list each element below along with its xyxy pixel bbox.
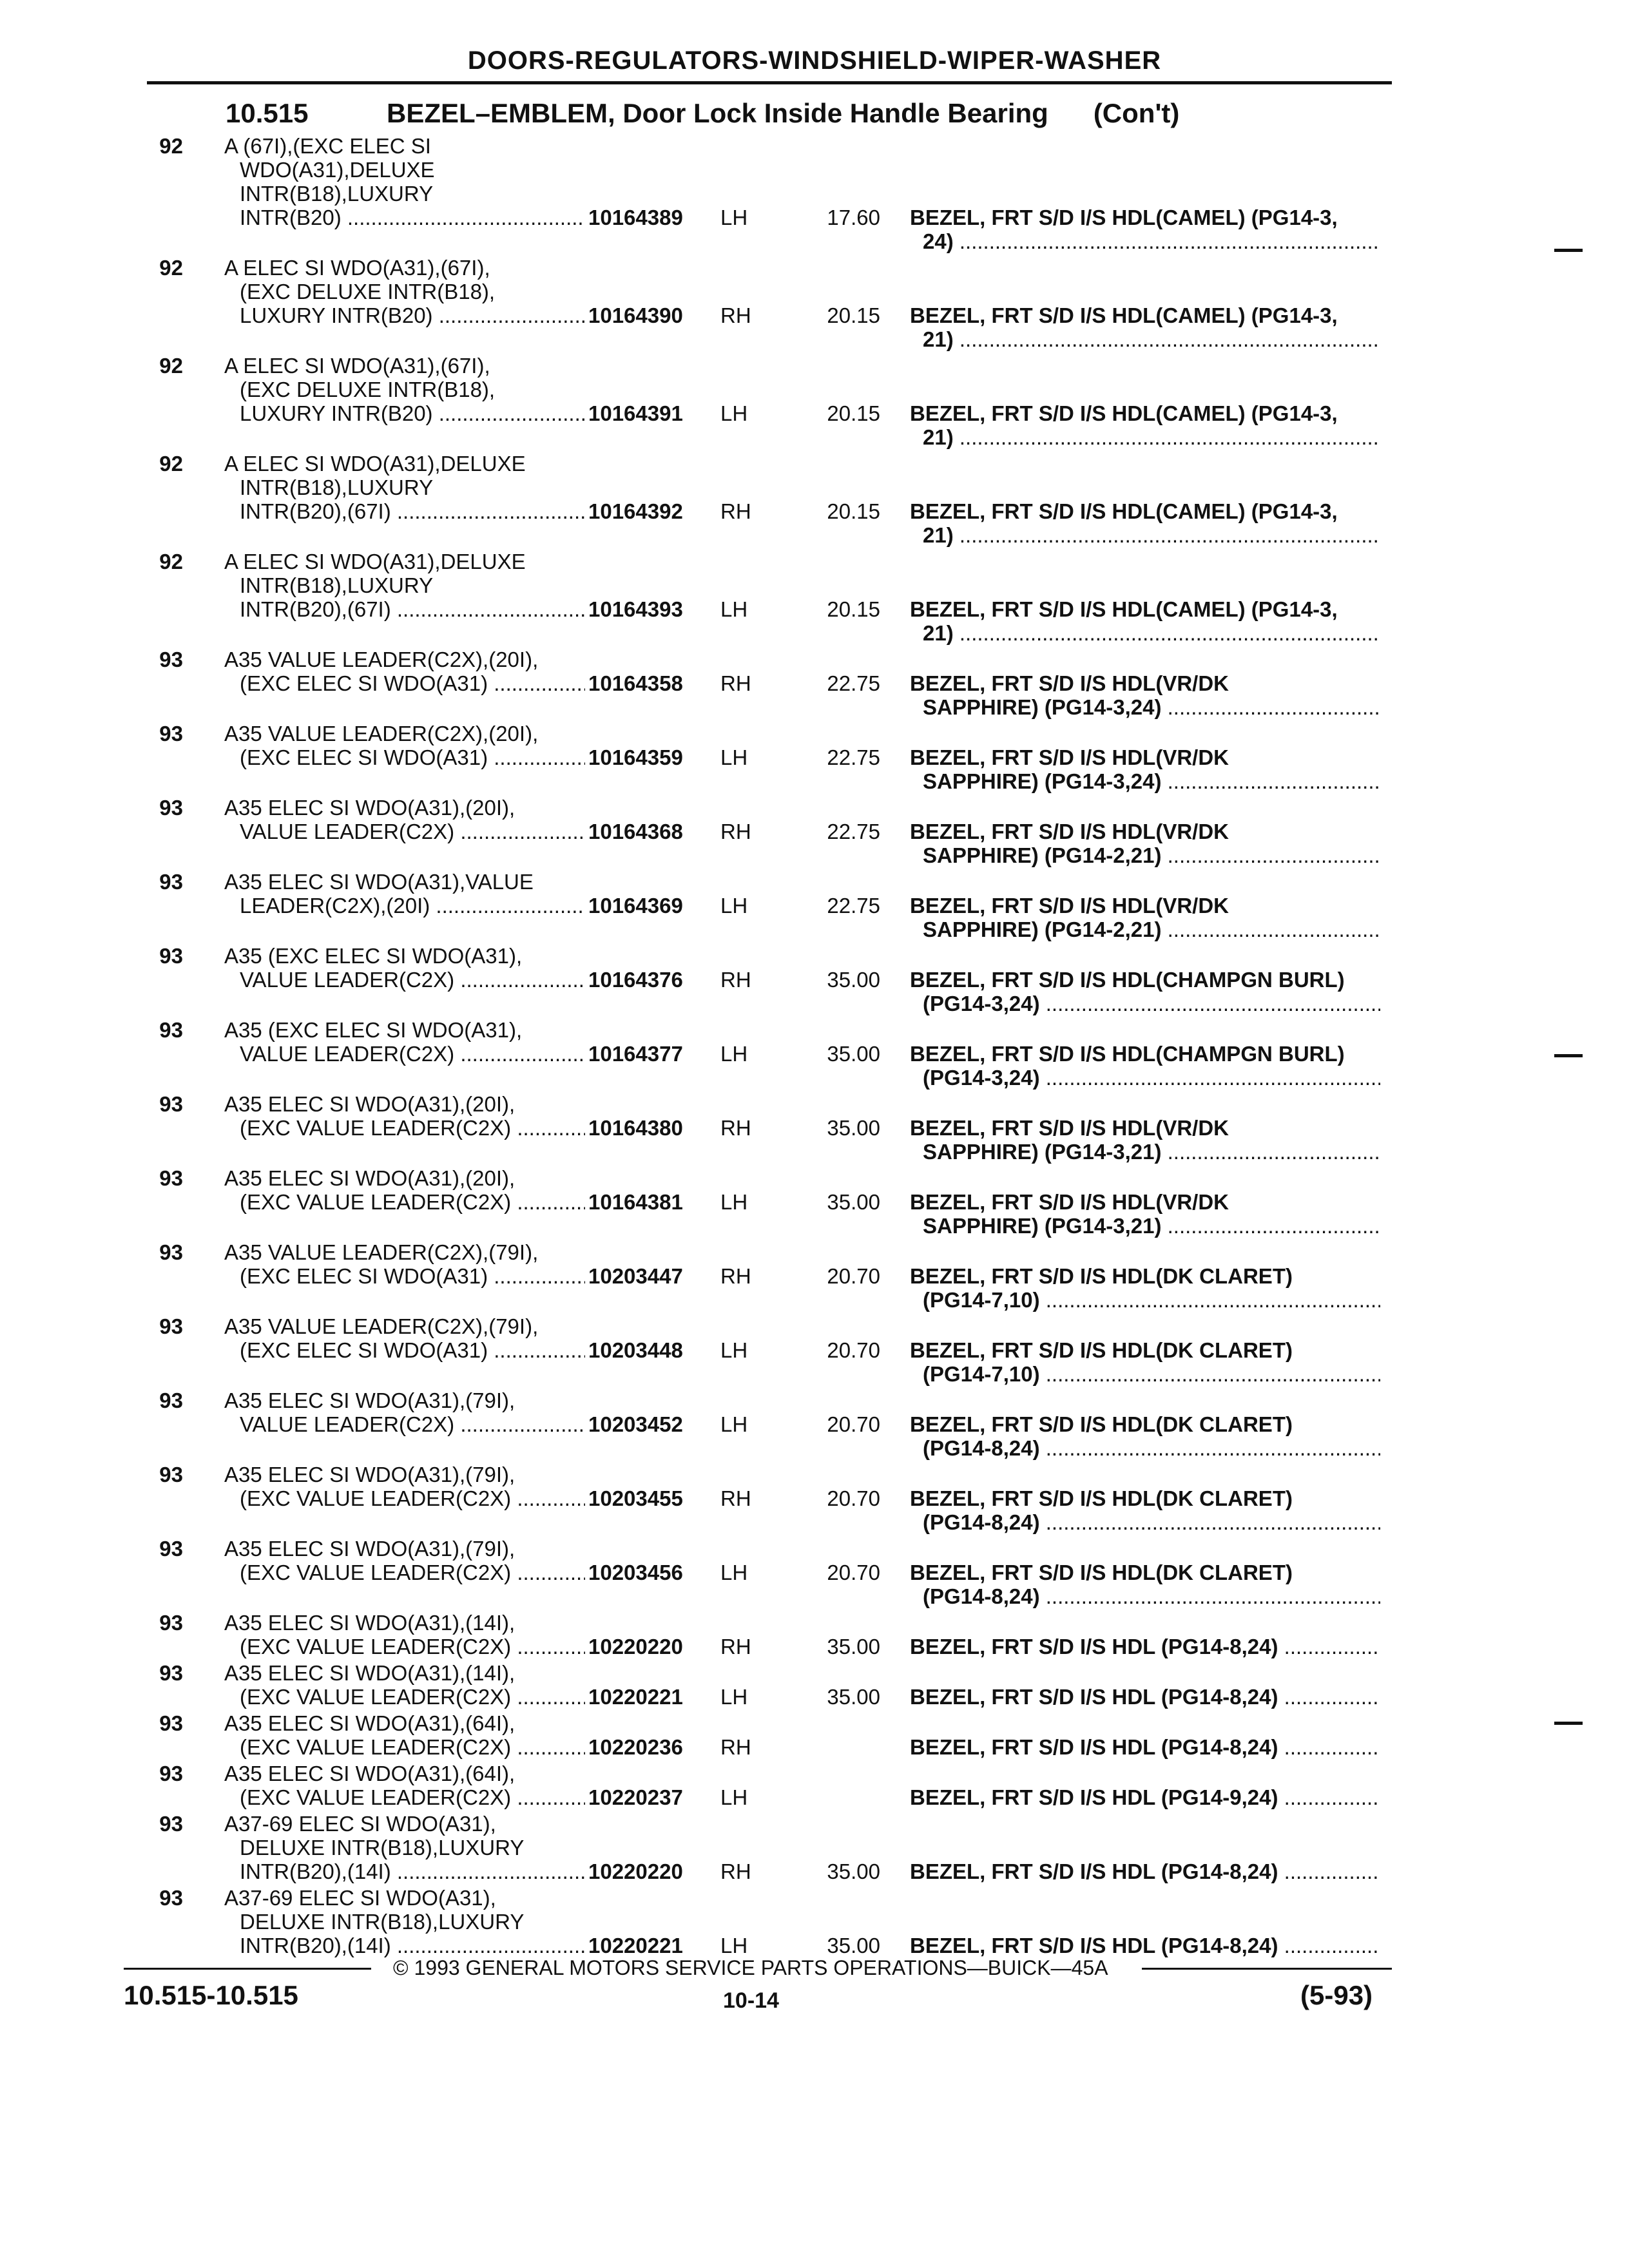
side-indicator: RH: [720, 1635, 751, 1658]
ref-number: 92: [159, 134, 183, 158]
description-line: BEZEL, FRT S/D I/S HDL (PG14-8,24) .....: [910, 1685, 1380, 1709]
side-indicator: RH: [720, 1486, 751, 1510]
price: 20.70: [827, 1338, 880, 1362]
side-indicator: RH: [720, 1860, 751, 1883]
price: 20.70: [827, 1264, 880, 1288]
ref-number: 93: [159, 1711, 183, 1735]
part-number: 10164376: [588, 968, 683, 992]
description-line: (PG14-8,24) .....: [910, 1584, 1380, 1608]
usage-line: A35 VALUE LEADER(C2X),(79I),: [224, 1240, 539, 1264]
usage-line: A35 ELEC SI WDO(A31),(79I),: [224, 1389, 516, 1412]
side-indicator: LH: [720, 1685, 748, 1709]
parts-row: [0, 1463, 1629, 1537]
description-line: 24) .....: [910, 229, 1380, 253]
description-line: (PG14-3,24) .....: [910, 992, 1380, 1015]
description-line: BEZEL, FRT S/D I/S HDL(VR/DK: [910, 1190, 1229, 1214]
usage-text: [224, 1314, 585, 1362]
parts-row: [0, 1762, 1629, 1812]
parts-row: [0, 452, 1629, 550]
usage-line: (EXC ELEC SI WDO(A31) .....: [224, 1338, 585, 1362]
ref-number: 93: [159, 1661, 183, 1685]
part-number: 10220221: [588, 1685, 683, 1709]
usage-line: A35 ELEC SI WDO(A31),(20I),: [224, 1092, 516, 1116]
side-indicator: LH: [720, 1785, 748, 1809]
parts-row: [0, 1092, 1629, 1166]
usage-line: INTR(B20),(14I) .....: [224, 1934, 585, 1957]
price: 17.60: [827, 206, 880, 229]
part-number: 10203455: [588, 1486, 683, 1510]
description-line: 21) .....: [910, 327, 1380, 351]
usage-line: (EXC VALUE LEADER(C2X) .....: [224, 1486, 585, 1510]
part-number: 10203448: [588, 1338, 683, 1362]
parts-row: [0, 1314, 1629, 1389]
usage-line: A35 ELEC SI WDO(A31),(14I),: [224, 1611, 516, 1635]
side-indicator: RH: [720, 303, 751, 327]
description-line: 21) .....: [910, 425, 1380, 449]
usage-line: INTR(B20) .....: [224, 206, 585, 229]
margin-mark: [1554, 1054, 1583, 1057]
part-number: 10164389: [588, 206, 683, 229]
ref-number: 93: [159, 1314, 183, 1338]
part-number: 10164390: [588, 303, 683, 327]
ref-number: 93: [159, 796, 183, 820]
description-line: BEZEL, FRT S/D I/S HDL(VR/DK: [910, 1116, 1229, 1140]
usage-line: (EXC DELUXE INTR(B18),: [240, 280, 496, 303]
usage-text: [224, 1537, 585, 1584]
usage-text: [224, 1762, 585, 1809]
parts-row: [0, 134, 1629, 256]
price: 35.00: [827, 1190, 880, 1214]
usage-line: (EXC ELEC SI WDO(A31) .....: [224, 671, 585, 695]
usage-line: A37-69 ELEC SI WDO(A31),: [224, 1812, 496, 1836]
usage-line: (EXC VALUE LEADER(C2X) .....: [224, 1190, 585, 1214]
side-indicator: RH: [720, 1116, 751, 1140]
section-number: 10.515: [226, 98, 309, 128]
price: 22.75: [827, 745, 880, 769]
description-line: (PG14-7,10) .....: [910, 1362, 1380, 1386]
part-number: 10164377: [588, 1042, 683, 1066]
side-indicator: LH: [720, 1338, 748, 1362]
part-description: [910, 499, 1380, 547]
part-description: [910, 894, 1380, 941]
section-range: 10.515-10.515: [124, 1980, 298, 2010]
footer-rule-right: [1142, 1968, 1392, 1970]
usage-text: [224, 722, 585, 769]
usage-line: (EXC VALUE LEADER(C2X) .....: [224, 1685, 585, 1709]
usage-text: [224, 1886, 585, 1957]
side-indicator: LH: [720, 1412, 748, 1436]
part-number: 10164369: [588, 894, 683, 918]
usage-text: [224, 1092, 585, 1140]
description-line: BEZEL, FRT S/D I/S HDL(DK CLARET): [910, 1412, 1293, 1436]
usage-line: A35 VALUE LEADER(C2X),(20I),: [224, 648, 539, 671]
part-number: 10220236: [588, 1735, 683, 1759]
ref-number: 92: [159, 354, 183, 378]
price: 20.15: [827, 303, 880, 327]
price: 35.00: [827, 968, 880, 992]
usage-line: VALUE LEADER(C2X) .....: [224, 820, 585, 843]
description-line: (PG14-8,24) .....: [910, 1510, 1380, 1534]
part-description: [910, 597, 1380, 645]
part-number: 10203447: [588, 1264, 683, 1288]
usage-line: WDO(A31),DELUXE: [240, 158, 435, 182]
parts-row: [0, 1711, 1629, 1762]
usage-line: A37-69 ELEC SI WDO(A31),: [224, 1886, 496, 1910]
description-line: BEZEL, FRT S/D I/S HDL(CAMEL) (PG14-3,: [910, 206, 1338, 229]
usage-text: [224, 870, 585, 918]
part-description: [910, 1785, 1380, 1809]
price: 35.00: [827, 1042, 880, 1066]
price: 35.00: [827, 1934, 880, 1957]
usage-line: (EXC VALUE LEADER(C2X) .....: [224, 1735, 585, 1759]
usage-line: A35 (EXC ELEC SI WDO(A31),: [224, 944, 523, 968]
price: 20.15: [827, 597, 880, 621]
part-number: 10203456: [588, 1561, 683, 1584]
usage-text: [224, 256, 585, 327]
ref-number: 93: [159, 1611, 183, 1635]
ref-number: 93: [159, 1389, 183, 1412]
footer-rule-left: [124, 1968, 371, 1970]
part-description: [910, 1116, 1380, 1164]
part-number: 10164380: [588, 1116, 683, 1140]
usage-line: DELUXE INTR(B18),LUXURY: [240, 1836, 525, 1860]
description-line: BEZEL, FRT S/D I/S HDL(CAMEL) (PG14-3,: [910, 401, 1338, 425]
description-line: BEZEL, FRT S/D I/S HDL(VR/DK: [910, 745, 1229, 769]
usage-line: A35 VALUE LEADER(C2X),(79I),: [224, 1314, 539, 1338]
ref-number: 93: [159, 1240, 183, 1264]
section-heading: [226, 98, 1179, 129]
usage-line: (EXC VALUE LEADER(C2X) .....: [224, 1116, 585, 1140]
ref-number: 93: [159, 1812, 183, 1836]
price: 35.00: [827, 1116, 880, 1140]
part-number: 10203452: [588, 1412, 683, 1436]
description-line: BEZEL, FRT S/D I/S HDL(CAMEL) (PG14-3,: [910, 499, 1338, 523]
parts-row: [0, 1018, 1629, 1092]
part-number: 10164359: [588, 745, 683, 769]
side-indicator: RH: [720, 671, 751, 695]
part-description: [910, 1264, 1380, 1312]
part-description: [910, 1486, 1380, 1534]
side-indicator: RH: [720, 1735, 751, 1759]
usage-text: [224, 134, 585, 229]
description-line: (PG14-7,10) .....: [910, 1288, 1380, 1312]
section-continued: (Con't): [1093, 98, 1180, 128]
part-description: [910, 1685, 1380, 1709]
part-description: [910, 745, 1380, 793]
part-description: [910, 1635, 1380, 1658]
part-number: 10164392: [588, 499, 683, 523]
description-line: BEZEL, FRT S/D I/S HDL (PG14-8,24) .....: [910, 1735, 1380, 1759]
parts-row: [0, 1886, 1629, 1960]
part-description: [910, 1735, 1380, 1759]
part-description: [910, 1190, 1380, 1238]
usage-line: A35 ELEC SI WDO(A31),(64I),: [224, 1711, 516, 1735]
description-line: BEZEL, FRT S/D I/S HDL(CHAMPGN BURL): [910, 1042, 1345, 1066]
price: 22.75: [827, 671, 880, 695]
side-indicator: LH: [720, 894, 748, 918]
usage-line: A35 (EXC ELEC SI WDO(A31),: [224, 1018, 523, 1042]
page-number: 10-14: [723, 1988, 779, 2013]
parts-row: [0, 722, 1629, 796]
usage-line: (EXC DELUXE INTR(B18),: [240, 378, 496, 401]
usage-line: A35 ELEC SI WDO(A31),(14I),: [224, 1661, 516, 1685]
part-number: 10164358: [588, 671, 683, 695]
description-line: BEZEL, FRT S/D I/S HDL(DK CLARET): [910, 1264, 1293, 1288]
ref-number: 93: [159, 1018, 183, 1042]
usage-text: [224, 550, 585, 621]
usage-line: (EXC VALUE LEADER(C2X) .....: [224, 1561, 585, 1584]
usage-line: A35 ELEC SI WDO(A31),(79I),: [224, 1463, 516, 1486]
usage-line: A35 ELEC SI WDO(A31),(64I),: [224, 1762, 516, 1785]
description-line: SAPPHIRE) (PG14-2,21) .....: [910, 918, 1380, 941]
side-indicator: RH: [720, 968, 751, 992]
description-line: SAPPHIRE) (PG14-3,24) .....: [910, 695, 1380, 719]
description-line: 21) .....: [910, 621, 1380, 645]
ref-number: 93: [159, 1166, 183, 1190]
description-line: BEZEL, FRT S/D I/S HDL(DK CLARET): [910, 1486, 1293, 1510]
parts-row: [0, 648, 1629, 722]
side-indicator: LH: [720, 206, 748, 229]
description-line: (PG14-3,24) .....: [910, 1066, 1380, 1090]
usage-line: VALUE LEADER(C2X) .....: [224, 1412, 585, 1436]
usage-line: (EXC ELEC SI WDO(A31) .....: [224, 1264, 585, 1288]
ref-number: 93: [159, 722, 183, 745]
price: 22.75: [827, 820, 880, 843]
side-indicator: RH: [720, 499, 751, 523]
ref-number: 93: [159, 1537, 183, 1561]
side-indicator: LH: [720, 1934, 748, 1957]
description-line: BEZEL, FRT S/D I/S HDL(VR/DK: [910, 671, 1229, 695]
ref-number: 93: [159, 648, 183, 671]
usage-text: [224, 1812, 585, 1883]
ref-number: 92: [159, 452, 183, 476]
description-line: BEZEL, FRT S/D I/S HDL (PG14-8,24) .....: [910, 1860, 1380, 1883]
header-rule: [147, 81, 1392, 84]
parts-row: [0, 796, 1629, 870]
usage-line: A35 VALUE LEADER(C2X),(20I),: [224, 722, 539, 745]
description-line: BEZEL, FRT S/D I/S HDL(DK CLARET): [910, 1338, 1293, 1362]
description-line: SAPPHIRE) (PG14-3,21) .....: [910, 1140, 1380, 1164]
part-number: 10164393: [588, 597, 683, 621]
part-description: [910, 1412, 1380, 1460]
ref-number: 93: [159, 1762, 183, 1785]
usage-text: [224, 1389, 585, 1436]
usage-text: [224, 1166, 585, 1214]
usage-text: [224, 354, 585, 425]
usage-line: A35 ELEC SI WDO(A31),(79I),: [224, 1537, 516, 1561]
price: 20.15: [827, 499, 880, 523]
side-indicator: RH: [720, 820, 751, 843]
parts-row: [0, 1611, 1629, 1661]
usage-line: INTR(B18),LUXURY: [240, 573, 434, 597]
usage-text: [224, 1661, 585, 1709]
ref-number: 93: [159, 944, 183, 968]
part-description: [910, 303, 1380, 351]
part-description: [910, 1561, 1380, 1608]
ref-number: 93: [159, 1886, 183, 1910]
side-indicator: LH: [720, 401, 748, 425]
part-number: 10220220: [588, 1635, 683, 1658]
part-description: [910, 968, 1380, 1015]
part-number: 10220237: [588, 1785, 683, 1809]
part-description: [910, 1860, 1380, 1883]
usage-line: A35 ELEC SI WDO(A31),(20I),: [224, 796, 516, 820]
parts-row: [0, 1166, 1629, 1240]
price: 35.00: [827, 1685, 880, 1709]
price: 35.00: [827, 1635, 880, 1658]
ref-number: 92: [159, 256, 183, 280]
ref-number: 93: [159, 870, 183, 894]
usage-text: [224, 944, 585, 992]
usage-line: A ELEC SI WDO(A31),(67I),: [224, 256, 490, 280]
parts-row: [0, 1812, 1629, 1886]
description-line: BEZEL, FRT S/D I/S HDL(VR/DK: [910, 894, 1229, 918]
part-number: 10164391: [588, 401, 683, 425]
parts-row: [0, 1240, 1629, 1314]
usage-text: [224, 1018, 585, 1066]
price: 35.00: [827, 1860, 880, 1883]
part-description: [910, 1042, 1380, 1090]
description-line: SAPPHIRE) (PG14-2,21) .....: [910, 843, 1380, 867]
usage-text: [224, 1240, 585, 1288]
section-title: BEZEL–EMBLEM, Door Lock Inside Handle Bearing: [387, 98, 1048, 128]
description-line: BEZEL, FRT S/D I/S HDL(VR/DK: [910, 820, 1229, 843]
usage-line: (EXC VALUE LEADER(C2X) .....: [224, 1785, 585, 1809]
price: 20.70: [827, 1412, 880, 1436]
usage-line: LUXURY INTR(B20) .....: [224, 401, 585, 425]
parts-row: [0, 1389, 1629, 1463]
side-indicator: RH: [720, 1264, 751, 1288]
usage-line: A ELEC SI WDO(A31),DELUXE: [224, 550, 526, 573]
parts-row: [0, 1661, 1629, 1711]
description-line: BEZEL, FRT S/D I/S HDL(CHAMPGN BURL): [910, 968, 1345, 992]
parts-list: [0, 134, 1629, 1960]
usage-text: [224, 648, 585, 695]
parts-row: [0, 870, 1629, 944]
usage-line: A35 ELEC SI WDO(A31),(20I),: [224, 1166, 516, 1190]
margin-mark: [1554, 249, 1583, 252]
description-line: BEZEL, FRT S/D I/S HDL(CAMEL) (PG14-3,: [910, 303, 1338, 327]
parts-row: [0, 944, 1629, 1018]
part-number: 10220220: [588, 1860, 683, 1883]
part-description: [910, 1934, 1380, 1957]
page-header-title: DOORS-REGULATORS-WINDSHIELD-WIPER-WASHER: [467, 46, 1162, 75]
usage-line: INTR(B18),LUXURY: [240, 476, 434, 499]
usage-line: (EXC VALUE LEADER(C2X) .....: [224, 1635, 585, 1658]
side-indicator: LH: [720, 1042, 748, 1066]
description-line: BEZEL, FRT S/D I/S HDL(DK CLARET): [910, 1561, 1293, 1584]
usage-text: [224, 452, 585, 523]
usage-text: [224, 1711, 585, 1759]
description-line: SAPPHIRE) (PG14-3,21) .....: [910, 1214, 1380, 1238]
usage-line: INTR(B20),(67I) .....: [224, 499, 585, 523]
price: 20.70: [827, 1486, 880, 1510]
margin-mark: [1554, 1722, 1583, 1725]
usage-line: A ELEC SI WDO(A31),DELUXE: [224, 452, 526, 476]
usage-text: [224, 1611, 585, 1658]
parts-row: [0, 354, 1629, 452]
revision-date: (5-93): [1300, 1980, 1373, 2010]
part-description: [910, 206, 1380, 253]
usage-line: INTR(B18),LUXURY: [240, 182, 434, 206]
part-number: 10164381: [588, 1190, 683, 1214]
part-description: [910, 1338, 1380, 1386]
part-description: [910, 820, 1380, 867]
usage-line: LEADER(C2X),(20I) .....: [224, 894, 585, 918]
usage-line: INTR(B20),(67I) .....: [224, 597, 585, 621]
price: 20.70: [827, 1561, 880, 1584]
description-line: BEZEL, FRT S/D I/S HDL (PG14-8,24) .....: [910, 1635, 1380, 1658]
usage-line: A (67I),(EXC ELEC SI: [224, 134, 431, 158]
description-line: BEZEL, FRT S/D I/S HDL (PG14-9,24) .....: [910, 1785, 1380, 1809]
usage-text: [224, 1463, 585, 1510]
usage-line: DELUXE INTR(B18),LUXURY: [240, 1910, 525, 1934]
price: 22.75: [827, 894, 880, 918]
side-indicator: LH: [720, 1561, 748, 1584]
usage-line: VALUE LEADER(C2X) .....: [224, 968, 585, 992]
copyright-notice: © 1993 GENERAL MOTORS SERVICE PARTS OPERATIONS—BUICK—45A: [393, 1956, 1108, 1979]
side-indicator: LH: [720, 745, 748, 769]
parts-row: [0, 256, 1629, 354]
part-number: 10220221: [588, 1934, 683, 1957]
part-number: 10164368: [588, 820, 683, 843]
usage-line: LUXURY INTR(B20) .....: [224, 303, 585, 327]
parts-row: [0, 1537, 1629, 1611]
usage-line: A ELEC SI WDO(A31),(67I),: [224, 354, 490, 378]
ref-number: 93: [159, 1092, 183, 1116]
price: 20.15: [827, 401, 880, 425]
description-line: 21) .....: [910, 523, 1380, 547]
parts-row: [0, 550, 1629, 648]
ref-number: 92: [159, 550, 183, 573]
usage-line: (EXC ELEC SI WDO(A31) .....: [224, 745, 585, 769]
usage-text: [224, 796, 585, 843]
usage-line: VALUE LEADER(C2X) .....: [224, 1042, 585, 1066]
part-description: [910, 671, 1380, 719]
description-line: (PG14-8,24) .....: [910, 1436, 1380, 1460]
ref-number: 93: [159, 1463, 183, 1486]
usage-line: A35 ELEC SI WDO(A31),VALUE: [224, 870, 534, 894]
description-line: BEZEL, FRT S/D I/S HDL (PG14-8,24) .....: [910, 1934, 1380, 1957]
part-description: [910, 401, 1380, 449]
side-indicator: LH: [720, 597, 748, 621]
usage-line: INTR(B20),(14I) .....: [224, 1860, 585, 1883]
description-line: BEZEL, FRT S/D I/S HDL(CAMEL) (PG14-3,: [910, 597, 1338, 621]
description-line: SAPPHIRE) (PG14-3,24) .....: [910, 769, 1380, 793]
side-indicator: LH: [720, 1190, 748, 1214]
